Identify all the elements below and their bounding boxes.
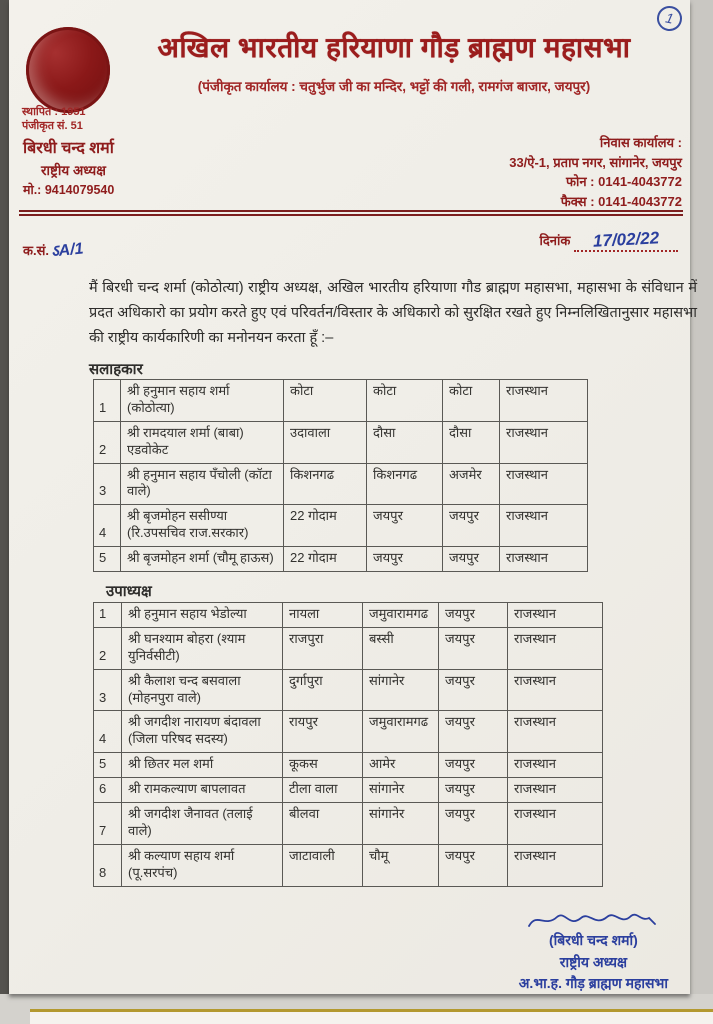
place-cell: जयपुर: [367, 547, 443, 572]
member-name-cell: श्री बृजमोहन शर्मा (चौमू हाऊस): [121, 547, 284, 572]
letterhead: [105, 28, 683, 95]
place-cell: जयपुर: [439, 627, 508, 669]
member-name-cell: श्री हनुमान सहाय भेडोल्या: [122, 603, 283, 628]
place-cell: राजस्थान: [500, 421, 588, 463]
signatory-title: राष्ट्रीय अध्यक्ष: [559, 953, 628, 970]
place-cell: कोटा: [443, 380, 500, 422]
table-row: [94, 711, 603, 753]
row-number-cell: 1: [94, 380, 121, 422]
table-row: [94, 603, 603, 628]
place-cell: राजस्थान: [500, 505, 588, 547]
registration-line: पंजीकृत सं. 51: [22, 120, 83, 133]
table-row: [94, 803, 603, 845]
table-row: [94, 421, 588, 463]
row-number-cell: 8: [94, 844, 122, 886]
fax-line: फैक्स : 0141-4043772: [560, 193, 682, 209]
place-cell: जमुवारामगढ: [363, 603, 439, 628]
place-cell: आमेर: [363, 753, 439, 778]
member-name-cell: श्री बृजमोहन ससीण्या (रि.उपसचिव राज.सरकार): [121, 505, 284, 547]
date-dotted-line: [574, 230, 678, 252]
table-row: [94, 669, 603, 711]
place-cell: दौसा: [443, 421, 500, 463]
place-cell: नायला: [283, 603, 363, 628]
president-contact-block: [23, 137, 114, 200]
place-cell: राजस्थान: [508, 803, 603, 845]
place-cell: सांगानेर: [363, 778, 439, 803]
member-name-cell: श्री घनश्याम बोहरा (श्याम युनिर्वसीटी): [122, 627, 283, 669]
place-cell: राजस्थान: [508, 844, 603, 886]
place-cell: 22 गोदाम: [284, 505, 367, 547]
place-cell: उदावाला: [284, 421, 367, 463]
place-cell: राजस्थान: [508, 753, 603, 778]
advisors-table-body: [94, 380, 588, 572]
advisors-table: [93, 379, 588, 572]
place-cell: जयपुर: [439, 669, 508, 711]
place-cell: सांगानेर: [363, 803, 439, 845]
serial-number-row: [23, 238, 83, 260]
row-number-cell: 5: [94, 753, 122, 778]
table-row: [94, 380, 588, 422]
residence-address: 33/ऐ-1, प्रताप नगर, सांगानेर, जयपुर: [509, 154, 682, 170]
signatory-organization: अ.भा.ह. गौड़ ब्राह्मण महासभा: [518, 975, 668, 992]
organization-title: अखिल भारतीय हरियाणा गौड़ ब्राह्मण महासभा: [157, 32, 631, 63]
row-number-cell: 4: [94, 505, 121, 547]
table-row: [94, 844, 603, 886]
member-name-cell: श्री कैलाश चन्द बसवाला (मोहनपुरा वाले): [122, 669, 283, 711]
residence-office-block: [509, 133, 682, 211]
place-cell: कोटा: [367, 380, 443, 422]
row-number-cell: 5: [94, 547, 121, 572]
place-cell: राजस्थान: [500, 380, 588, 422]
place-cell: बीलवा: [283, 803, 363, 845]
place-cell: जयपुर: [439, 753, 508, 778]
table-row: [94, 505, 588, 547]
established-line: स्थापित : 1951: [22, 106, 86, 118]
place-cell: जाटावाली: [283, 844, 363, 886]
phone-line: फोन : 0141-4043772: [565, 174, 682, 189]
table-row: [94, 627, 603, 669]
mahasabha-emblem-icon: [26, 27, 110, 113]
place-cell: राजस्थान: [508, 669, 603, 711]
place-cell: चौमू: [363, 844, 439, 886]
place-cell: दौसा: [367, 421, 443, 463]
president-name: बिरधी चन्द शर्मा: [23, 140, 114, 157]
row-number-cell: 1: [94, 603, 122, 628]
place-cell: जयपुर: [439, 844, 508, 886]
place-cell: बस्सी: [363, 627, 439, 669]
place-cell: जयपुर: [443, 505, 500, 547]
place-cell: राजस्थान: [508, 778, 603, 803]
place-cell: रायपुर: [283, 711, 363, 753]
place-cell: राजस्थान: [500, 463, 588, 505]
president-mobile: मो.: 9414079540: [23, 183, 115, 198]
place-cell: अजमेर: [443, 463, 500, 505]
date-handwritten-value: 17/02/22: [592, 228, 660, 251]
place-cell: किशनगढ: [367, 463, 443, 505]
row-number-cell: 6: [94, 778, 122, 803]
table-row: [94, 547, 588, 572]
member-name-cell: श्री रामदयाल शर्मा (बाबा) एडवोकेट: [121, 421, 284, 463]
member-name-cell: श्री हनुमान सहाय शर्मा (कोठोत्या): [121, 380, 284, 422]
member-name-cell: श्री जगदीश नारायण बंदावला (जिला परिषद सदस्य): [122, 711, 283, 753]
signatory-name: (बिरधी चन्द शर्मा): [548, 932, 638, 948]
place-cell: कोटा: [284, 380, 367, 422]
member-name-cell: श्री हनुमान सहाय पँचोली (कॉटा वाले): [121, 463, 284, 505]
table-row: [94, 753, 603, 778]
place-cell: जमुवारामगढ: [363, 711, 439, 753]
place-cell: राजस्थान: [508, 711, 603, 753]
place-cell: जयपुर: [439, 603, 508, 628]
place-cell: सांगानेर: [363, 669, 439, 711]
member-name-cell: श्री जगदीश जैनावत (तलाई वाले): [122, 803, 283, 845]
member-name-cell: श्री कल्याण सहाय शर्मा (पू.सरपंच): [122, 844, 283, 886]
date-label: दिनांक: [539, 233, 571, 248]
row-number-cell: 2: [94, 627, 122, 669]
place-cell: जयपुर: [439, 778, 508, 803]
row-number-cell: 3: [94, 669, 122, 711]
row-number-cell: 4: [94, 711, 122, 753]
member-name-cell: श्री छितर मल शर्मा: [122, 753, 283, 778]
vice-presidents-table: [93, 602, 603, 887]
advisors-section-heading: सलाहकार: [89, 361, 143, 378]
residence-office-label: निवास कार्यालय :: [599, 135, 682, 150]
place-cell: 22 गोदाम: [284, 547, 367, 572]
photo-background-right: [690, 0, 713, 1024]
row-number-cell: 7: [94, 803, 122, 845]
table-row: [94, 463, 588, 505]
place-cell: टीला वाला: [283, 778, 363, 803]
vice-presidents-table-body: [94, 603, 603, 887]
president-designation: राष्ट्रीय अध्यक्ष: [41, 163, 106, 178]
header-divider: [19, 210, 683, 216]
page-number-annotation: 1: [655, 4, 685, 34]
establishment-block: [22, 105, 86, 134]
place-cell: किशनगढ: [284, 463, 367, 505]
place-cell: राजस्थान: [508, 627, 603, 669]
place-cell: राजस्थान: [508, 603, 603, 628]
place-cell: जयपुर: [439, 711, 508, 753]
vice-presidents-section-heading: उपाध्यक्ष: [106, 583, 152, 600]
place-cell: जयपुर: [443, 547, 500, 572]
place-cell: जयपुर: [439, 803, 508, 845]
serial-handwritten-value: ऽA/1: [50, 240, 85, 261]
row-number-cell: 2: [94, 421, 121, 463]
signature-block: [519, 908, 668, 995]
place-cell: राजस्थान: [500, 547, 588, 572]
row-number-cell: 3: [94, 463, 121, 505]
table-row: [94, 778, 603, 803]
member-name-cell: श्री रामकल्याण बापलावत: [122, 778, 283, 803]
date-row: [540, 230, 678, 252]
letter-page: [9, 0, 697, 994]
place-cell: जयपुर: [367, 505, 443, 547]
place-cell: दुर्गापुरा: [283, 669, 363, 711]
place-cell: राजपुरा: [283, 627, 363, 669]
place-cell: कूकस: [283, 753, 363, 778]
serial-label: क.सं.: [23, 243, 49, 258]
registered-office-line: (पंजीकृत कार्यालय : चतुर्भुज जी का मन्दिर, भट्टों की गली, रामगंज बाजार, जयपुर): [197, 79, 591, 94]
nomination-paragraph: मैं बिरधी चन्द शर्मा (कोठोत्या) राष्ट्रीय अध्यक्ष, अखिल भारतीय हरियाणा गौड ब्राह्मण महासभा, महासभा के संविधान में प्रदत अधिकारो का प्रयोग करते हुए एवं परिवर्तन/विस्तार के अधिकारो को सुरक्षित रखते हुए निम्नलिखितानुसार महासभा की राष्ट्रीय कार्यकारिणी का मनोनयन करता हूँ :–: [89, 280, 697, 346]
next-page-edge: [30, 1009, 713, 1024]
